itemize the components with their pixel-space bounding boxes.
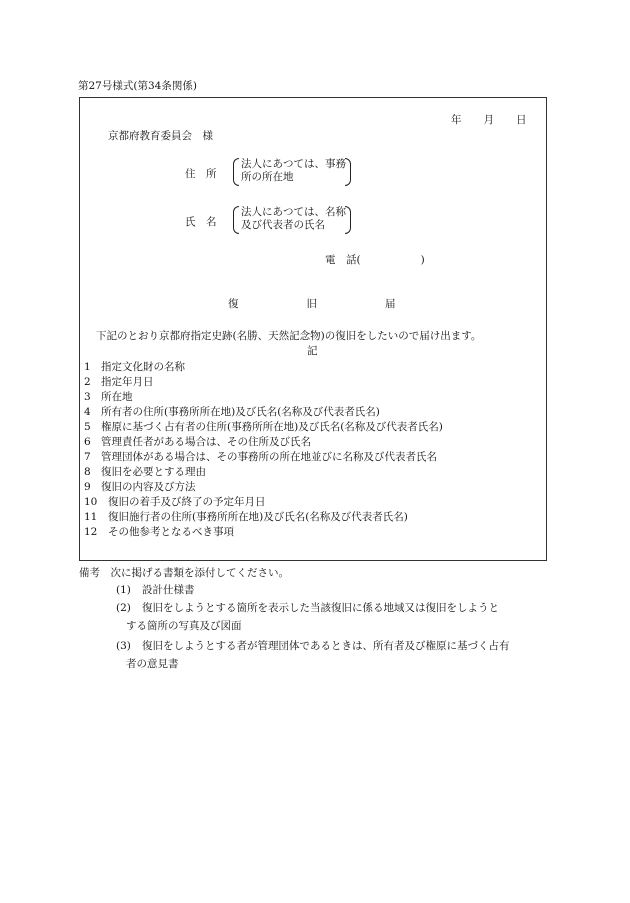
phone-label: 電 話( xyxy=(325,254,361,266)
remark-note xyxy=(116,602,499,615)
item-number: 6 xyxy=(84,436,91,448)
item-number: 10 xyxy=(84,496,98,508)
date-day: 日 xyxy=(516,114,527,126)
address-note-line2: 所の所在地 xyxy=(241,171,294,183)
list-item xyxy=(84,421,443,434)
item-number: 1 xyxy=(84,361,91,373)
item-number: 2 xyxy=(84,376,91,388)
list-item xyxy=(84,361,185,374)
title-char-3: 届 xyxy=(385,298,396,310)
item-text: 復旧を必要とする理由 xyxy=(101,466,206,478)
item-text: 管理責任者がある場合は、その住所及び氏名 xyxy=(101,436,311,448)
date-month: 月 xyxy=(483,114,494,126)
item-number: 11 xyxy=(84,511,98,523)
remark-note-continuation: 者の意見書 xyxy=(126,658,179,670)
note-number: (2) xyxy=(116,602,131,614)
name-note-line2: 及び代表者の氏名 xyxy=(241,219,325,231)
note-line1: 復旧をしようとする者が管理団体であるときは、所有者及び権原に基づく占有 xyxy=(142,640,510,652)
name-note-bracket xyxy=(233,206,351,234)
name-label: 氏 名 xyxy=(185,216,217,228)
remark-note xyxy=(116,584,195,597)
list-item xyxy=(84,496,266,509)
note-number: (1) xyxy=(116,584,131,596)
address-note-bracket xyxy=(233,158,351,186)
date-line xyxy=(451,114,527,127)
item-text: その他参考となるべき事項 xyxy=(108,526,234,538)
item-number: 5 xyxy=(84,421,91,433)
title-char-2: 旧 xyxy=(306,298,317,310)
list-item xyxy=(84,406,380,419)
phone-close: ) xyxy=(420,254,425,266)
note-line1: 復旧をしようとする箇所を表示した当該復旧に係る地域又は復旧をしようと xyxy=(142,602,499,614)
remark-note xyxy=(116,640,510,653)
remarks-heading: 備考 次に掲げる書類を添付してください。 xyxy=(79,567,289,579)
document-title xyxy=(228,298,396,311)
item-number: 4 xyxy=(84,406,91,418)
remark-note-continuation: する箇所の写真及び図面 xyxy=(126,620,242,632)
list-item xyxy=(84,436,311,449)
note-line1: 設計仕様書 xyxy=(142,584,195,596)
list-item xyxy=(84,466,206,479)
list-item xyxy=(84,511,408,524)
statement: 下記のとおり京都府指定史跡(名勝、天然記念物)の復旧をしたいので届け出ます。 xyxy=(96,330,482,342)
item-text: 管理団体がある場合は、その事務所の所在地並びに名称及び代表者氏名 xyxy=(101,451,437,463)
item-text: 所在地 xyxy=(101,391,133,403)
list-item xyxy=(84,391,133,404)
list-item xyxy=(84,451,437,464)
item-text: 所有者の住所(事務所所在地)及び氏名(名称及び代表者氏名) xyxy=(101,406,380,418)
item-text: 復旧の着手及び終了の予定年月日 xyxy=(108,496,266,508)
item-text: 指定文化財の名称 xyxy=(101,361,185,373)
item-number: 7 xyxy=(84,451,91,463)
note-number: (3) xyxy=(116,640,131,652)
item-text: 権原に基づく占有者の住所(事務所所在地)及び氏名(名称及び代表者氏名) xyxy=(101,421,443,433)
ki-label: 記 xyxy=(307,345,318,357)
list-item xyxy=(84,481,196,494)
list-item xyxy=(84,376,154,389)
item-text: 指定年月日 xyxy=(101,376,154,388)
addressee: 京都府教育委員会 様 xyxy=(108,130,213,142)
form-number: 第27号様式(第34条関係) xyxy=(78,80,197,92)
name-note-line1: 法人にあつては、名称 xyxy=(241,206,346,218)
item-text: 復旧施行者の住所(事務所所在地)及び氏名(名称及び代表者氏名) xyxy=(108,511,408,523)
address-note-line1: 法人にあつては、事務 xyxy=(241,158,346,170)
item-number: 8 xyxy=(84,466,91,478)
item-number: 3 xyxy=(84,391,91,403)
address-label: 住 所 xyxy=(185,168,217,180)
title-char-1: 復 xyxy=(228,298,239,310)
item-text: 復旧の内容及び方法 xyxy=(101,481,196,493)
date-year: 年 xyxy=(451,114,462,126)
list-item xyxy=(84,526,234,539)
item-number: 9 xyxy=(84,481,91,493)
phone-line xyxy=(325,254,425,267)
item-number: 12 xyxy=(84,526,98,538)
